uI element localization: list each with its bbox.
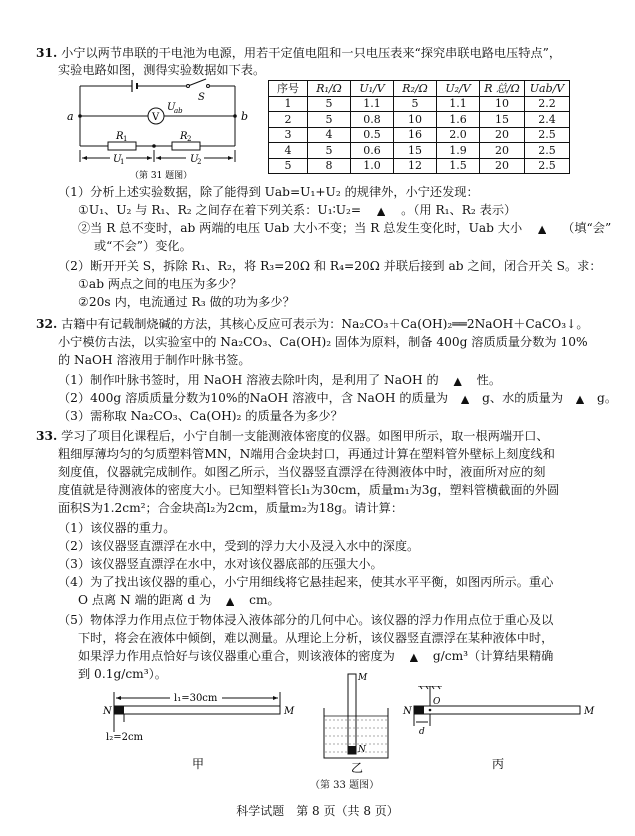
answer-blank[interactable]: ▲: [538, 224, 546, 235]
table-row: [269, 112, 570, 128]
table-cell: 2.2: [525, 96, 570, 112]
table-cell: 15: [394, 143, 437, 159]
q33-part1: （1）该仪器的重力。: [58, 521, 176, 535]
table-cell: 1: [269, 96, 308, 112]
table-cell: 0.5: [351, 127, 394, 143]
q33-line4: 度值就是待测液体的密度大小。已知塑料管长l₁为30cm，质量m₁为3g，塑料管横截面的外圆: [58, 483, 560, 497]
q33-figure-caption: （第 33 题图）: [310, 780, 380, 791]
q31-data-table: [268, 80, 570, 174]
fig-label-d: d: [419, 727, 425, 737]
q33-line2: 粗细厚薄均匀的匀质塑料管MN，N端用合金块封口，再通过计算在塑料管外壁标上刻度线和: [58, 447, 555, 461]
table-cell: 1.0: [351, 158, 394, 174]
table-cell: 5: [308, 143, 351, 159]
circuit-label-u2: U: [190, 154, 199, 165]
q33-figure-bing: [400, 686, 600, 776]
answer-blank[interactable]: ▲: [410, 652, 418, 663]
q32-part1: （1）制作叶脉书签时，用 NaOH 溶液去除叶肉，是利用了 NaOH 的 ▲ 性。: [58, 372, 501, 390]
table-header-row: [269, 81, 570, 97]
table-cell: 4: [269, 143, 308, 159]
table-header: R 总/Ω: [480, 81, 525, 97]
table-cell: 5: [308, 112, 351, 128]
fig-label-jia: 甲: [192, 757, 205, 771]
q31-part1c: 或“不会”）变化。: [94, 239, 192, 253]
table-cell: 1.5: [437, 158, 480, 174]
table-cell: 1.9: [437, 143, 480, 159]
circuit-label-uab: U: [167, 102, 176, 113]
fig-l1-label: l₁=30cm: [174, 693, 218, 704]
q31-line1: 31. 小宁以两节串联的干电池为电源，用若干定值电阻和一只电压表来“探究串联电路电压特点”，: [36, 46, 562, 60]
circuit-caption: （第 31 题图）: [130, 171, 193, 181]
q33-part2: （2）该仪器竖直漂浮在水中，受到的浮力大小及浸入水中的深度。: [58, 539, 420, 553]
table-cell: 3: [269, 127, 308, 143]
q32-part3: （3）需称取 Na₂CO₃、Ca(OH)₂ 的质量各为多少？: [58, 409, 343, 423]
q31-number: 31.: [36, 46, 58, 60]
table-cell: 20: [480, 143, 525, 159]
circuit-label-uab-sub: ab: [174, 107, 183, 115]
q33-part5: （5）物体浮力作用点位于物体浸入液体部分的几何中心。该仪器的浮力作用点位于重心及以: [58, 613, 554, 627]
q33-part5b: 下时，将会在液体中倾倒，难以测量。从理论上分析，该仪器竖直漂浮在某种液体中时，: [78, 631, 554, 645]
table-row: [269, 96, 570, 112]
table-cell: 5: [394, 96, 437, 112]
circuit-label-r1-sub: 1: [123, 135, 128, 143]
q31-line2: 实验电路如图，测得实验数据如下表。: [58, 63, 266, 77]
q31-circuit-diagram: [60, 78, 260, 183]
q31-part2a: ①ab 两点之间的电压为多少？: [78, 277, 242, 291]
circuit-label-s: S: [198, 92, 205, 103]
circuit-label-r2: R: [180, 131, 188, 142]
q31-part1a: ①U₁、U₂ 与 R₁、R₂ 之间存在着下列关系：U₁∶U₂= ▲ 。（用 R₁、R₂ 表示）: [78, 202, 516, 220]
fig-yi-label-n: N: [358, 745, 366, 755]
table-cell: 8: [308, 158, 351, 174]
q31-part1b: ②当 R 总不变时，ab 两端的电压 Uab 大小不变；当 R 总发生变化时，Uab 大小 ▲ （填“会”: [78, 220, 611, 238]
q32-line3: 的 NaOH 溶液用于制作叶脉书签。: [58, 353, 251, 367]
table-cell: 1.1: [437, 96, 480, 112]
table-cell: 0.8: [351, 112, 394, 128]
table-cell: 0.6: [351, 143, 394, 159]
table-cell: 20: [480, 127, 525, 143]
table-row: [269, 127, 570, 143]
answer-blank[interactable]: ▲: [226, 596, 234, 607]
table-row: [269, 143, 570, 159]
table-cell: 2.5: [525, 127, 570, 143]
fig-yi-label-m: M: [358, 673, 368, 683]
page-footer: 科学试题 第 8 页（共 8 页）: [236, 804, 399, 818]
table-header: U₂/V: [437, 81, 480, 97]
circuit-label-u1: U: [113, 154, 122, 165]
q32-line2: 小宁模仿古法，以实验室中的 Na₂CO₃、Ca(OH)₂ 固体为原料，制备 400g 溶质质量分数为 10%: [58, 335, 588, 349]
table-row: [269, 158, 570, 174]
q33-figure-jia: [100, 686, 300, 776]
q33-part5d: 到 0.1g/cm³）。: [78, 667, 167, 681]
table-cell: 1.1: [351, 96, 394, 112]
q33-part5c: 如果浮力作用点恰好与该仪器重心重合，则该液体的密度为 ▲ g/cm³（计算结果精确: [78, 648, 553, 666]
circuit-label-u2-sub: 2: [197, 158, 202, 166]
table-cell: 1.6: [437, 112, 480, 128]
fig-label-o: O: [433, 697, 441, 707]
q33-part3: （3）该仪器竖直漂浮在水中，水对该仪器底部的压强大小。: [58, 557, 383, 571]
circuit-label-r1: R: [116, 131, 124, 142]
table-header: U₁/V: [351, 81, 394, 97]
q33-part4: （4）为了找出该仪器的重心，小宁用细线将它悬挂起来，使其水平平衡，如图丙所示。重心: [58, 575, 554, 589]
answer-blank[interactable]: ▲: [453, 376, 462, 387]
fig-bing-label-n: N: [403, 706, 412, 717]
q31-part2: （2）断开开关 S，拆除 R₁、R₂，将 R₃=20Ω 和 R₄=20Ω 并联后接到 ab 之间，闭合开关 S。求：: [58, 259, 602, 273]
q31-part1: （1）分析上述实验数据，除了能得到 Uab=U₁+U₂ 的规律外，小宁还发现：: [58, 185, 479, 199]
q32-number: 32.: [36, 317, 58, 331]
table-cell: 20: [480, 158, 525, 174]
table-cell: 2.4: [525, 112, 570, 128]
q33-line3: 刻度值，仪器就完成制作。如图乙所示，当仪器竖直漂浮在待测液体中时，液面所对应的刻: [58, 465, 546, 479]
q33-part4b: O 点离 N 端的距离 d 为 ▲ cm。: [78, 592, 280, 610]
circuit-label-u1-sub: 1: [120, 158, 125, 166]
fig-label-m: M: [284, 706, 295, 717]
fig-l2-label: l₂=2cm: [106, 732, 144, 743]
circuit-label-r2-sub: 2: [187, 135, 192, 143]
table-cell: 12: [394, 158, 437, 174]
answer-blank[interactable]: ▲: [377, 206, 385, 217]
circuit-label-a: a: [67, 110, 74, 123]
table-cell: 2.5: [525, 143, 570, 159]
q33-line1: 33. 学习了项目化课程后，小宁自制一支能测液体密度的仪器。如图甲所示，取一根两端开口、: [36, 429, 549, 443]
fig-label-n: N: [103, 706, 112, 717]
answer-blank[interactable]: ▲: [576, 394, 584, 405]
table-header: 序号: [269, 81, 308, 97]
q31-part2b: ②20s 内，电流通过 R₃ 做的功为多少？: [78, 295, 295, 309]
fig-label-yi: 乙: [351, 761, 364, 775]
table-header: R₂/Ω: [394, 81, 437, 97]
table-cell: 10: [480, 96, 525, 112]
table-cell: 16: [394, 127, 437, 143]
table-cell: 2: [269, 112, 308, 128]
circuit-label-b: b: [241, 110, 249, 123]
table-cell: 15: [480, 112, 525, 128]
q33-line5: 面积S为1.2cm²；合金块高l₂为2cm，质量m₂为18g。请计算：: [58, 501, 404, 515]
fig-bing-label-m: M: [584, 706, 595, 717]
circuit-label-v: V: [152, 112, 160, 123]
answer-blank[interactable]: ▲: [461, 394, 469, 405]
table-header: R₁/Ω: [308, 81, 351, 97]
table-cell: 4: [308, 127, 351, 143]
q32-part2: （2）400g 溶质质量分数为10%的NaOH 溶液中，含 NaOH 的质量为 ▲ g、水的质量为 ▲ g。: [58, 390, 617, 408]
table-header: Uab/V: [525, 81, 570, 97]
q33-number: 33.: [36, 429, 58, 443]
q32-line1: 32. 古籍中有记载制烧碱的方法，其核心反应可表示为：Na₂CO₃＋Ca(OH)₂══2NaOH＋CaCO₃↓。: [36, 317, 589, 331]
q33-figure-yi: [318, 668, 398, 778]
table-cell: 5: [269, 158, 308, 174]
table-cell: 5: [308, 96, 351, 112]
table-cell: 2.0: [437, 127, 480, 143]
table-cell: 2.5: [525, 158, 570, 174]
fig-label-bing: 丙: [492, 757, 505, 771]
table-cell: 10: [394, 112, 437, 128]
